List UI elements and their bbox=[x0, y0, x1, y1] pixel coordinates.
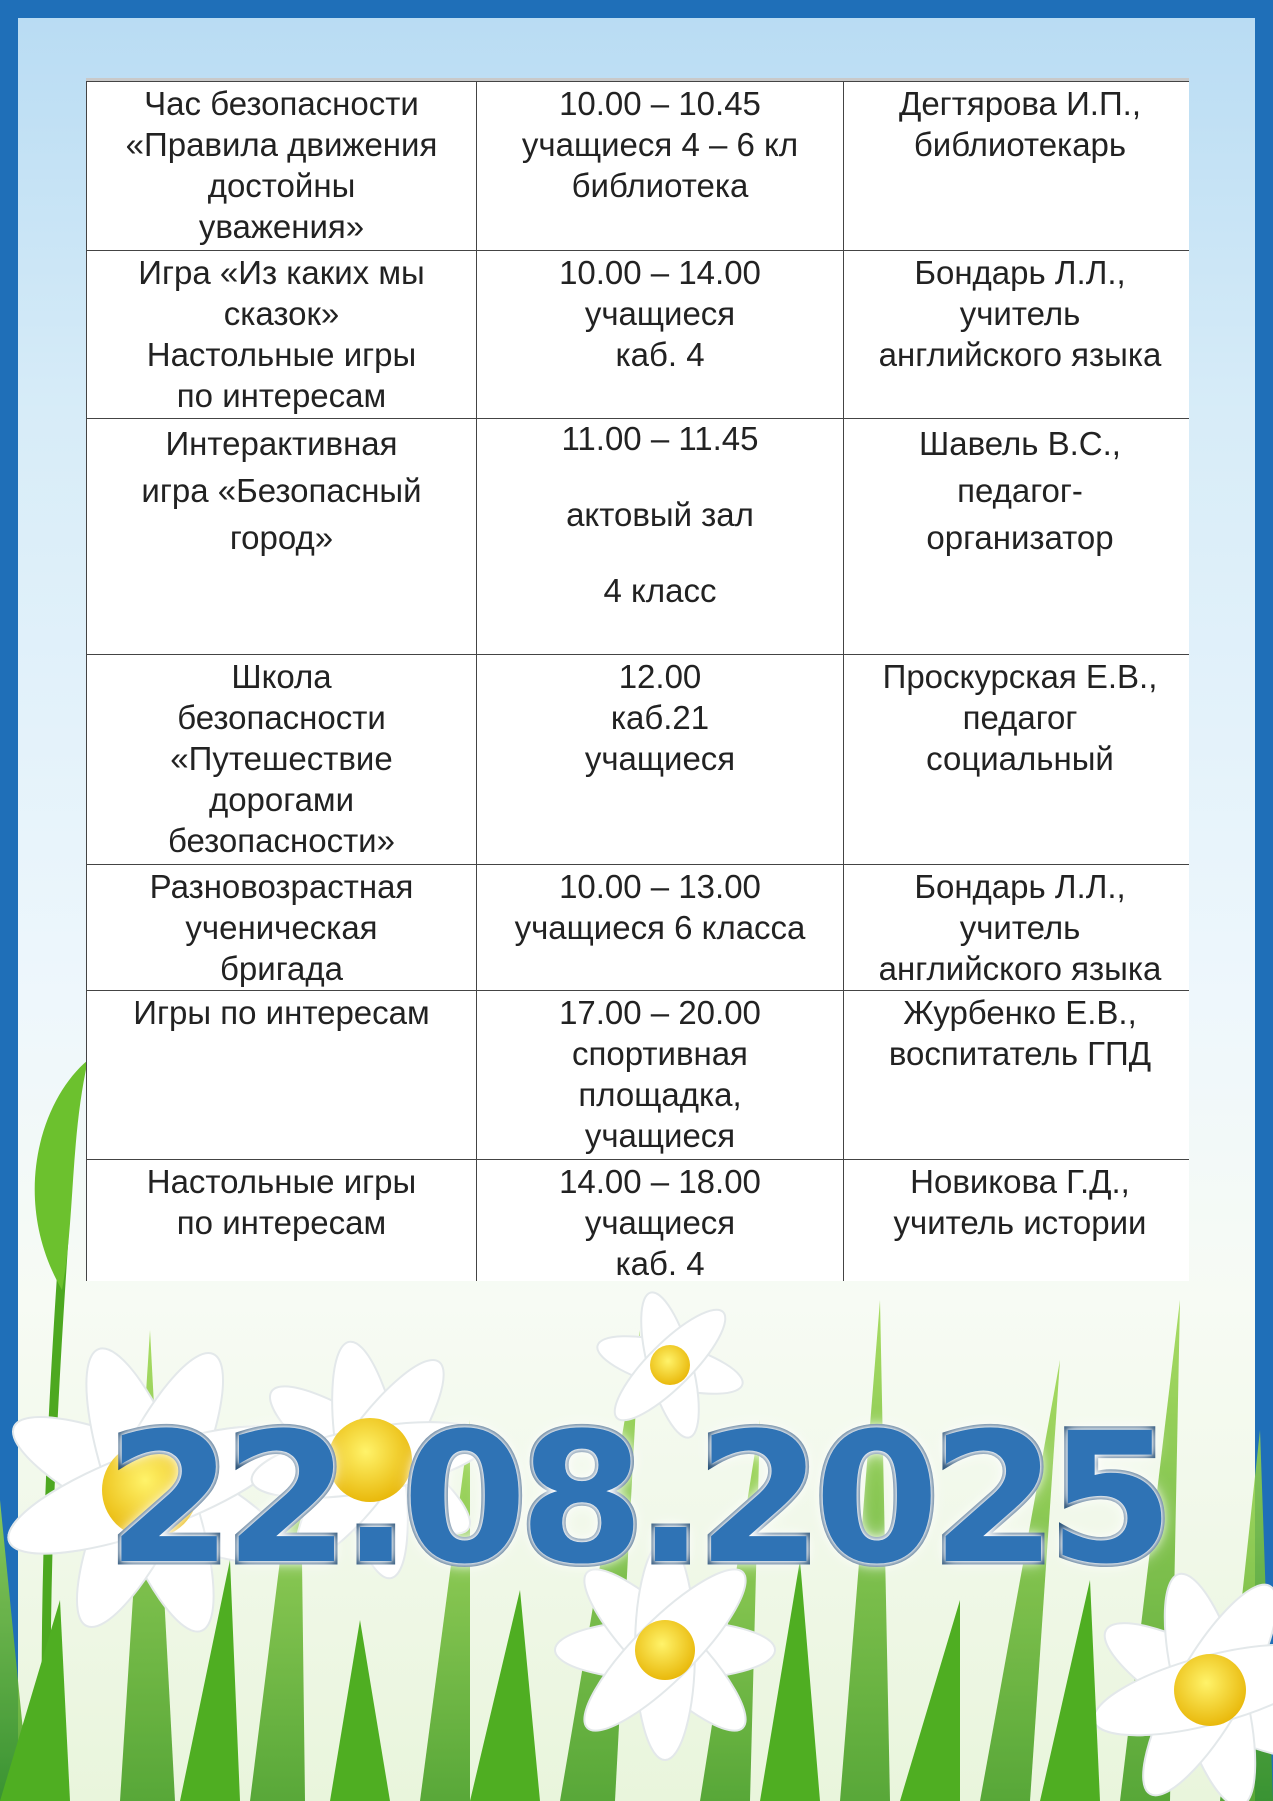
table-row bbox=[87, 1160, 1190, 1282]
responsible-cell: Журбенко Е.В., воспитатель ГПД bbox=[844, 991, 1190, 1160]
time-place-cell: 17.00 – 20.00 спортивная площадка, учащиеся bbox=[477, 991, 844, 1160]
table-row bbox=[87, 419, 1190, 655]
event-cell: Настольные игры по интересам bbox=[87, 1160, 477, 1282]
responsible-cell: Новикова Г.Д., учитель истории bbox=[844, 1160, 1190, 1282]
event-cell: Интерактивная игра «Безопасный город» bbox=[87, 419, 477, 655]
time-place-cell: 14.00 – 18.00 учащиеся каб. 4 bbox=[477, 1160, 844, 1282]
event-cell: Игры по интересам bbox=[87, 991, 477, 1160]
responsible-cell: Дегтярова И.П., библиотекарь bbox=[844, 82, 1190, 251]
time-place-cell: 11.00 – 11.45 актовый зал 4 класс bbox=[477, 419, 844, 655]
time-place-cell: 12.00 каб.21 учащиеся bbox=[477, 655, 844, 865]
schedule-sheet bbox=[86, 78, 1189, 1281]
table-row bbox=[87, 82, 1190, 251]
table-row bbox=[87, 251, 1190, 419]
time-place-cell: 10.00 – 14.00 учащиеся каб. 4 bbox=[477, 251, 844, 419]
responsible-cell: Проскурская Е.В., педагог социальный bbox=[844, 655, 1190, 865]
date-heading-container bbox=[0, 1395, 1273, 1604]
date-heading: 22.08.2025 bbox=[107, 1395, 1166, 1604]
table-row bbox=[87, 865, 1190, 991]
responsible-cell: Бондарь Л.Л., учитель английского языка bbox=[844, 865, 1190, 991]
time-place-cell: 10.00 – 13.00 учащиеся 6 класса bbox=[477, 865, 844, 991]
table-row bbox=[87, 991, 1190, 1160]
responsible-cell: Шавель В.С., педагог- организатор bbox=[844, 419, 1190, 655]
time-place-cell: 10.00 – 10.45 учащиеся 4 – 6 кл библиотека bbox=[477, 82, 844, 251]
event-cell: Разновозрастная ученическая бригада bbox=[87, 865, 477, 991]
table-row bbox=[87, 655, 1190, 865]
event-cell: Игра «Из каких мы сказок» Настольные игры по интересам bbox=[87, 251, 477, 419]
schedule-table bbox=[86, 81, 1189, 1281]
event-cell: Школа безопасности «Путешествие дорогами безопасности» bbox=[87, 655, 477, 865]
event-cell: Час безопасности «Правила движения достойны уважения» bbox=[87, 82, 477, 251]
responsible-cell: Бондарь Л.Л., учитель английского языка bbox=[844, 251, 1190, 419]
